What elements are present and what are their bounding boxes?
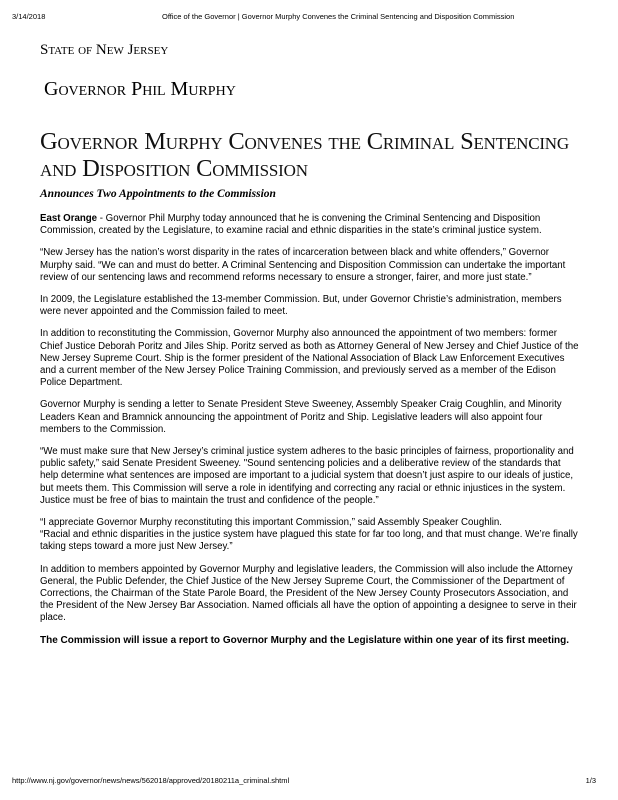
closing-statement: The Commission will issue a report to Governor Murphy and the Legislature within one year of its first meeting. [40,634,569,646]
governor-phil-murphy-link[interactable]: Governor Phil Murphy [44,78,236,100]
dateline: East Orange [40,213,98,224]
paragraph-6: “We must make sure that New Jersey’s criminal justice system adheres to the basic principles of fairness, proportionality and public safety,” said Senate President Sweeney. "Sound sentencing policies and a deliberative review of the standards that help determine what sentences are imposed are important to a judicial system that doesn’t just aspire to our ideals of justice, but meets them. This Commission will serve a role in identifying and correcting any racial or ethnic injustices in the system. Justice must be free of bias to maintain the trust and confidence of the people.” [40,446,574,506]
print-header [12,12,606,24]
print-footer [12,776,606,788]
state-of-new-jersey-link[interactable]: State of New Jersey [40,42,169,58]
print-page-title: Office of the Governor | Governor Murphy Convenes the Criminal Sentencing and Disposition Commission [162,12,515,21]
paragraph-5: Governor Murphy is sending a letter to Senate President Steve Sweeney, Assembly Speaker Craig Coughlin, and Minority Leaders Kean and Bramnick announcing the appointment of Poritz and Ship. Legislative leaders will also appoint four members to the Commission. [40,399,562,435]
paragraph-2: “New Jersey has the nation’s worst disparity in the rates of incarceration between black and white offenders,” Governor Murphy said. “We can and must do better. A Criminal Sentencing and Disposition Commission can undertake the important review of our sentencing laws and recommend reforms necessary to ensure a stronger, fairer, and more just state.” [40,247,566,283]
article-subhead: Announces Two Appointments to the Commission [40,188,276,200]
print-date: 3/14/2018 [12,12,46,21]
article-body [40,213,580,657]
page-number: 1/3 [585,776,596,785]
paragraph-4: In addition to reconstituting the Commission, Governor Murphy also announced the appointment of two members: former Chief Justice Deborah Poritz and Jiles Ship. Poritz served as both as Attorney General of New Jersey and Chief Justice of the New Jersey Supreme Court. Ship is the former president of the National Association of Black Law Enforcement Executives and a current member of the New Jersey Police Training Commission, and previously served as a member of the Edison Police Department. [40,328,579,389]
page-url: http://www.nj.gov/governor/news/news/562018/approved/20180211a_criminal.shtml [12,776,290,785]
paragraph-8: In addition to members appointed by Governor Murphy and legislative leaders, the Commission will also include the Attorney General, the Public Defender, the Chief Justice of the New Jersey Supreme Court, the Commissioner of the Department of Corrections, the Chairman of the State Parole Board, the President of the New Jersey County Prosecutors Association, and the President of the New Jersey Bar Association. Named officials all have the option of appointing a designee to serve in their place. [40,563,577,624]
paragraph-1-text: - Governor Phil Murphy today announced that he is convening the Criminal Sentencing and Disposition Commission, created by the Legislature, to examine racial and ethnic disparities in the state’s criminal justice system. [40,213,542,237]
paragraph-7a: “I appreciate Governor Murphy reconstituting this important Commission,” said Assembly Speaker Coughlin. [40,517,502,529]
paragraph-3: In 2009, the Legislature established the 13-member Commission. But, under Governor Christie’s administration, members were never appointed and the Commission failed to meet. [40,294,562,318]
paragraph-1 [40,213,580,237]
article-headline: Governor Murphy Convenes the Criminal Sentencing and Disposition Commission [40,128,569,182]
paragraph-7b: “Racial and ethnic disparities in the justice system have plagued this state for far too long, and that must change. We’re finally taking steps toward a more just New Jersey.” [40,529,578,553]
